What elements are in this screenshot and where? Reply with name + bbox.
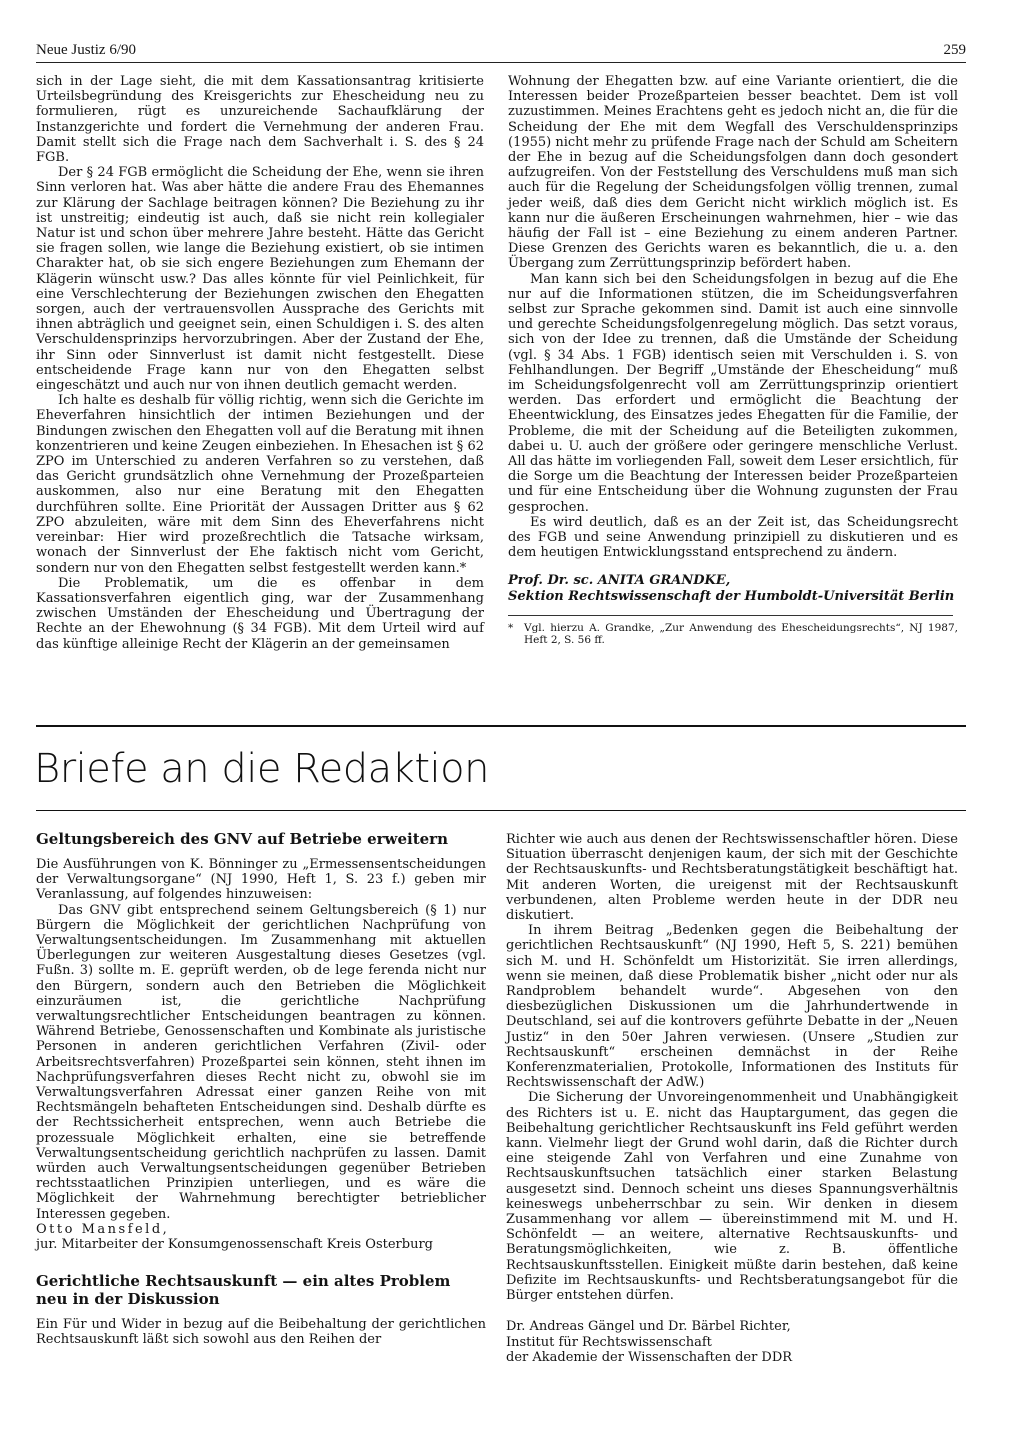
paragraph: Richter wie auch aus denen der Rechtswissenschaftler hören. Diese Situation überrascht denjenigen kaum, der sich mit der Geschichte der Rechtsauskunfts- und Rechtsberatungstätigkeit beschäftigt hat. Mit anderen Worten, die ureigenst mit der Rechtsauskunft verbundenen, alten Probleme werden heute in der DDR neu diskutiert. [506, 832, 958, 924]
author-affiliation: Sektion Rechtswissenschaft der Humboldt-Universität Berlin [508, 588, 955, 604]
letter-title: Gerichtliche Rechtsauskunft — ein altes Problem neu in der Diskussion [36, 1272, 451, 1309]
article-column-right [508, 74, 958, 647]
author-name: Prof. Dr. sc. ANITA GRANDKE, [508, 572, 731, 588]
letter-author-role: jur. Mitarbeiter der Konsumgenossenschaft Kreis Osterburg [36, 1237, 433, 1253]
paragraph: sich in der Lage sieht, die mit dem Kassationsantrag kritisierte Urteilsbegründung des Kreisgerichts zur Ehescheidung neu zu formulieren, rügt es unzureichende Sachaufklärung der Instanzgerichte und fordert die Vernehmung der anderen Frau. Damit stellt sich die Frage nach dem Sachverhalt i. S. des § 24 FGB. [36, 74, 484, 166]
letter-author-name: Otto Mansfeld, [36, 1221, 170, 1237]
section-rule-top [36, 725, 966, 727]
paragraph: Ein Für und Wider in bezug auf die Beibehaltung der gerichtlichen Rechtsauskunft läßt sich sowohl aus den Reihen der [36, 1317, 486, 1348]
letter-title: Geltungsbereich des GNV auf Betriebe erweitern [36, 830, 448, 848]
paragraph: Wohnung der Ehegatten bzw. auf eine Variante orientiert, die die Interessen beider Prozeßparteien besser beachtet. Dem ist voll zuzustimmen. Meines Erachtens geht es jedoch nicht an, die für die Scheidung der Ehe mit dem Wegfall des Verschuldensprinzips (1955) nicht mehr zu prüfende Frage nach der Schuld am Scheitern der Ehe in bezug auf die Scheidungsfolgen dann doch gesondert aufzugreifen. Von der Feststellung des Verschuldens muß man sich auch für die Regelung der Scheidungsfolgen völlig trennen, zumal jeder weiß, daß dies dem Gericht nicht wirklich möglich ist. Es kann nur die äußeren Erscheinungen wahrnehmen, hier – wie das häufig der Fall ist – eine Beziehung zu einem anderen Partner. Diese Grenzen des Gerichts waren es bekanntlich, die u. a. den Übergang zum Zerrüttungsprinzip befördert haben. [508, 74, 958, 272]
letter-institute: Institut für Rechtswissenschaft [506, 1334, 712, 1350]
paragraph: Die Problematik, um die es offenbar in dem Kassationsverfahren eigentlich ging, war der Zusammenhang zwischen Umständen der Ehescheidung und Übertragung der Rechte an der Ehewohnung (§ 34 FGB). Mit dem Urteil wird auf das künftige alleinige Recht der Klägerin an der gemeinsamen [36, 575, 484, 652]
page-header [36, 42, 966, 64]
letters-column-left [36, 830, 486, 1348]
paragraph: Das GNV gibt entsprechend seinem Geltungsbereich (§ 1) nur Bürgern die Möglichkeit der gerichtlichen Nachprüfung von Verwaltungsentscheidungen. Im Zusammenhang mit aktuellen Überlegungen zur weiteren Ausgestaltung dieses Gesetzes (vgl. Fußn. 3) sollte m. E. geprüft werden, ob de lege ferenda nicht nur den Bürgern, sondern auch den Betrieben die Möglichkeit einzuräumen ist, die gerichtliche Nachprüfung verwaltungsrechtlicher Entscheidungen beantragen zu können. Während Betriebe, Genossenschaften und Kombinate als juristische Personen in anderen gerichtlichen Verfahren (Zivil- oder Arbeitsrechtsverfahren) Prozeßpartei sein können, steht ihnen im Nachprüfungsverfahren dieses Recht nicht zu, obwohl sie im Verwaltungsverfahren Adressat einer ganzen Reihe von mit Rechtsmängeln behafteten Entscheidungen sind. Deshalb dürfte es der Rechtssicherheit entsprechen, wenn auch Betriebe die prozessuale Möglichkeit erhalten, eine sie betreffende Verwaltungsentscheidung gerichtlich nachprüfen zu lassen. Damit würden auch Verwaltungsentscheidungen gegenüber Betrieben rechtsstaatlichen Prinzipien unterliegen, und es wäre die Möglichkeit der Wahrnehmung berechtigter betrieblicher Interessen gegeben. [36, 902, 486, 1222]
page-number: 259 [943, 42, 966, 58]
footnote-rule [508, 615, 953, 616]
article-column-left [36, 74, 484, 652]
letter-academy: der Akademie der Wissenschaften der DDR [506, 1349, 793, 1365]
letter-author-names: Dr. Andreas Gängel und Dr. Bärbel Richter, [506, 1319, 791, 1335]
footnote-marker: * [508, 621, 514, 634]
journal-issue: Neue Justiz 6/90 [36, 42, 136, 58]
section-title: Briefe an die Redaktion [34, 746, 489, 792]
paragraph: In ihrem Beitrag „Bedenken gegen die Beibehaltung der gerichtlichen Rechtsauskunft“ (NJ 1990, Heft 5, S. 221) bemühen sich M. und H. Schönfeldt um Historizität. Sie irren allerdings, wenn sie meinen, daß diese Problematik bisher „nicht oder nur als Randproblem behandelt wurde“. Abgesehen von den diesbezüglichen Diskussionen um die Jahrhundertwende in Deutschland, sei auf die kontrovers geführte Debatte in der „Neuen Justiz“ in den 50er Jahren verwiesen. (Unsere „Studien zur Rechtsauskunft“ erscheinen demnächst in der Reihe Konferenzmaterialien, Protokolle, Informationen des Instituts für Rechtswissenschaft der AdW.) [506, 923, 958, 1091]
paragraph: Ich halte es deshalb für völlig richtig, wenn sich die Gerichte im Eheverfahren hinsichtlich der intimen Beziehungen und der Bindungen zwischen den Ehegatten voll auf die Beratung mit ihnen konzentrieren und keine Zeugen einbeziehen. In Ehesachen ist § 62 ZPO im Unterschied zu anderen Verfahren so zu verstehen, daß das Gericht grundsätzlich ohne Vernehmung der Prozeßparteien auskommen, also nur eine Beratung mit den Ehegatten durchführen sollte. Eine Priorität der Aussagen Dritter aus § 62 ZPO abzuleiten, wäre mit dem Sinn des Eheverfahrens nicht vereinbar: Hier wird prozeßrechtlich die Tatsache wirksam, wonach der Sinnverlust der Ehe faktisch nicht vom Gericht, sondern nur von den Ehegatten selbst festgestellt werden kann.* [36, 393, 484, 576]
footnote [508, 622, 958, 647]
letters-column-right [506, 832, 958, 1365]
paragraph: Der § 24 FGB ermöglicht die Scheidung der Ehe, wenn sie ihren Sinn verloren hat. Was aber hätte die andere Frau des Ehemannes zur Klärung der Sachlage beitragen können? Die Beziehung zu ihr ist unstreitig; eindeutig ist auch, daß sie nicht rein kollegialer Natur ist und schon über mehrere Jahre besteht. Hätte das Gericht sie fragen sollen, wie lange die Beziehung existiert, ob sie intimen Charakter hat, ob sie sich engere Beziehungen zum Ehemann der Klägerin wünscht usw.? Das alles könnte für viel Peinlichkeit, für eine Verschlechterung der Beziehungen zwischen den Ehegatten sorgen, auch der vertrauensvollen Aussprache des Gerichts mit ihnen abträglich und geeignet sein, einen Schuldigen i. S. des alten Verschuldensprinzips hervorzubringen. Aber der Zustand der Ehe, ihr Sinn oder Sinnverlust ist damit nicht festgestellt. Diese entscheidende Frage kann nur von den Ehegatten selbst eingeschätzt und auch nur von ihnen deutlich gemacht werden. [36, 165, 484, 394]
section-rule-bottom [36, 810, 966, 811]
letter-signature [506, 1319, 958, 1365]
paragraph: Die Ausführungen von K. Bönninger zu „Ermessensentscheidungen der Verwaltungsorgane“ (NJ 1990, Heft 1, S. 23 f.) geben mir Veranlassung, auf folgendes hinzuweisen: [36, 857, 486, 903]
paragraph: Man kann sich bei den Scheidungsfolgen in bezug auf die Ehe nur auf die Informationen stützen, die im Scheidungsverfahren selbst zur Sprache gekommen sind. Damit ist auch eine sinnvolle und gerechte Scheidungsfolgenregelung möglich. Das setzt voraus, sich von der Idee zu trennen, daß die Umstände der Scheidung (vgl. § 34 Abs. 1 FGB) identisch seien mit Verschulden i. S. von Fehlhandlungen. Der Begriff „Umstände der Ehescheidung“ muß im Scheidungsfolgenrecht voll am Zerrüttungsprinzip orientiert werden. Das erfordert und ermöglicht die Beachtung der Eheentwicklung, des Einsatzes jedes Ehegatten für die Familie, der Probleme, die mit der Scheidung auf die Beteiligten zukommen, dabei u. U. auch der größere oder geringere menschliche Verlust. All das hätte im vorliegenden Fall, soweit dem Leser ersichtlich, für die Sorge um die Beachtung der Interessen beider Prozeßparteien und für eine Entscheidung über die Wohnung zugunsten der Frau gesprochen. [508, 271, 958, 515]
header-rule [36, 62, 966, 63]
footnote-text: Vgl. hierzu A. Grandke, „Zur Anwendung des Ehescheidungsrechts“, NJ 1987, Heft 2, S. 56 ff. [524, 621, 958, 646]
author-signature [508, 573, 958, 605]
paragraph: Die Sicherung der Unvoreingenommenheit und Unabhängigkeit des Richters ist u. E. nicht das Hauptargument, das gegen die Beibehaltung gerichtlicher Rechtsauskunft ins Feld geführt werden kann. Vielmehr liegt der Grund wohl darin, daß die Richter durch eine steigende Zahl von Verfahren und eine Zunahme von Rechtsauskunftsuchen tatsächlich einer starken Belastung ausgesetzt sind. Dennoch scheint uns dieses Spannungsverhältnis keineswegs unbeherrschbar zu sein. Wir denken in diesem Zusammenhang vor allem — übereinstimmend mit M. und H. Schönfeldt — an weitere, alternative Rechtsauskunfts- und Beratungsmöglichkeiten, wie z. B. öffentliche Rechtsauskunftsstellen. Einigkeit müßte darin bestehen, daß keine Defizite im Rechtsauskunfts- und Rechtsberatungsangebot für die Bürger entstehen dürfen. [506, 1090, 958, 1304]
paragraph: Es wird deutlich, daß es an der Zeit ist, das Scheidungsrecht des FGB und seine Anwendung prinzipiell zu diskutieren und es dem heutigen Entwicklungsstand entsprechend zu ändern. [508, 514, 958, 561]
